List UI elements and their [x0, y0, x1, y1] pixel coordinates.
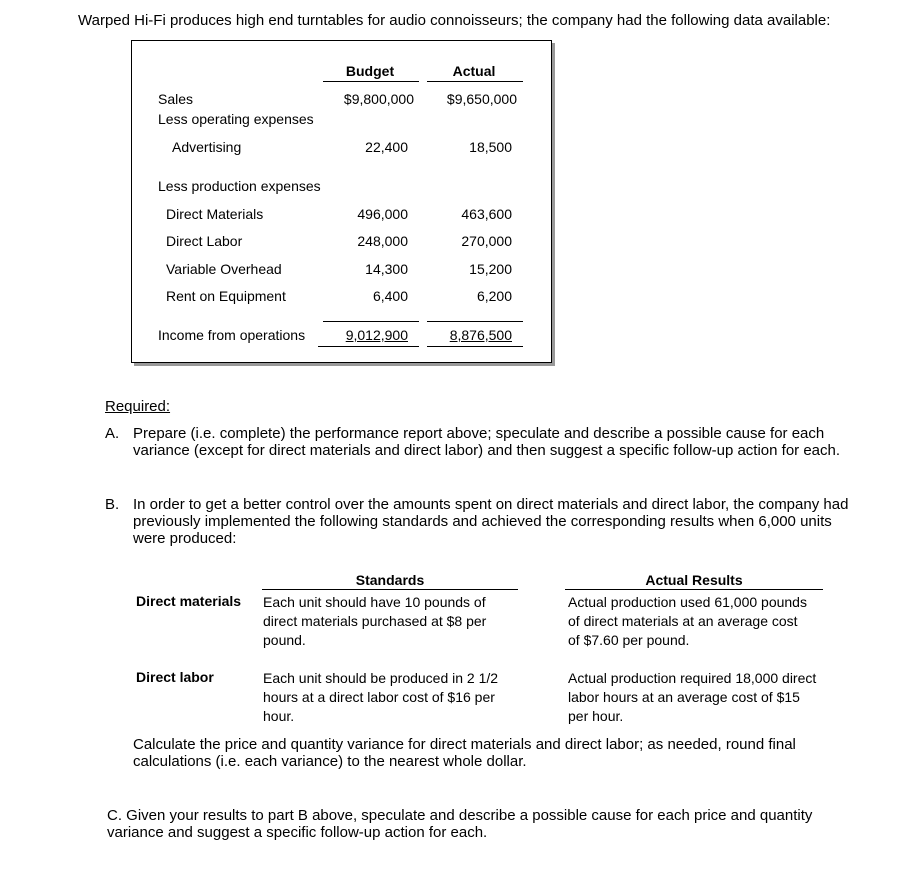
required-heading: Required:: [105, 398, 171, 415]
row-label-direct-labor: Direct Labor: [166, 233, 243, 249]
part-b-text: In order to get a better control over the amounts spent on direct materials and direct labor, the company had previously implemented the following standards and achieved the corresponding results when 6,000 units were produced:: [133, 496, 849, 547]
row-label-sales: Sales: [158, 91, 194, 107]
income-actual-bottom-rule: [427, 346, 523, 347]
direct-labor-budget: 248,000: [357, 233, 408, 249]
advertising-actual: 18,500: [469, 139, 512, 155]
part-c-text: C. Given your results to part B above, speculate and describe a possible cause for each price and quantity variance and suggest a specific follow-up action for each.: [107, 807, 813, 841]
col-header-actual: Actual: [452, 63, 496, 79]
standards-header-underline: [262, 589, 518, 590]
direct-labor-actual: 270,000: [461, 233, 512, 249]
row-label-rent-equipment: Rent on Equipment: [166, 288, 286, 304]
variable-overhead-budget: 14,300: [365, 261, 408, 277]
part-a-text: Prepare (i.e. complete) the performance report above; speculate and describe a possible cause for each variance (except for direct materials and direct labor) and then suggest a specific follow-up action for each.: [133, 425, 841, 459]
materials-actual-text: Actual production used 61,000 pounds of direct materials at an average cost of $7.60 per pound.: [568, 594, 807, 648]
sales-actual: $9,650,000: [446, 91, 517, 107]
income-budget-top-rule: [323, 321, 419, 322]
row-label-advertising: Advertising: [172, 139, 242, 155]
part-a-letter: A.: [105, 425, 120, 442]
actual-header-underline: [427, 81, 523, 82]
part-b-letter: B.: [105, 496, 120, 513]
performance-report-table: [131, 40, 552, 363]
rent-equipment-budget: 6,400: [372, 288, 408, 304]
row-label-direct-materials-std: Direct materials: [136, 593, 242, 609]
col-header-actual-results: Actual Results: [645, 572, 743, 588]
row-header-opex: Less operating expenses: [158, 111, 314, 127]
row-label-income: Income from operations: [158, 327, 306, 343]
direct-materials-budget: 496,000: [357, 206, 408, 222]
labor-actual-text: Actual production required 18,000 direct labor hours at an average cost of $15 per hour.: [568, 670, 817, 724]
materials-standard-text: Each unit should have 10 pounds of direct materials purchased at $8 per pound.: [263, 594, 487, 648]
income-budget-bottom-rule: [318, 346, 419, 347]
row-header-prodex: Less production expenses: [158, 178, 321, 194]
variable-overhead-actual: 15,200: [469, 261, 512, 277]
income-actual: 8,876,500: [449, 327, 512, 343]
intro-text: Warped Hi-Fi produces high end turntables for audio connoisseurs; the company had the following data available:: [78, 12, 831, 29]
calc-instructions-text: Calculate the price and quantity variance for direct materials and direct labor; as needed, round final calculations (i.e. each variance) to the nearest whole dollar.: [133, 736, 796, 770]
advertising-budget: 22,400: [365, 139, 408, 155]
income-budget: 9,012,900: [345, 327, 408, 343]
labor-standard-text: Each unit should be produced in 2 1/2 hours at a direct labor cost of $16 per hour.: [263, 670, 499, 724]
actual-results-header-underline: [565, 589, 823, 590]
row-label-variable-overhead: Variable Overhead: [166, 261, 282, 277]
row-label-direct-labor-std: Direct labor: [136, 669, 214, 685]
rent-equipment-actual: 6,200: [476, 288, 512, 304]
direct-materials-actual: 463,600: [461, 206, 512, 222]
col-header-budget: Budget: [345, 63, 395, 79]
sales-budget: $9,800,000: [343, 91, 414, 107]
row-label-direct-materials: Direct Materials: [166, 206, 264, 222]
income-actual-top-rule: [427, 321, 523, 322]
col-header-standards: Standards: [355, 572, 425, 588]
budget-header-underline: [323, 81, 419, 82]
